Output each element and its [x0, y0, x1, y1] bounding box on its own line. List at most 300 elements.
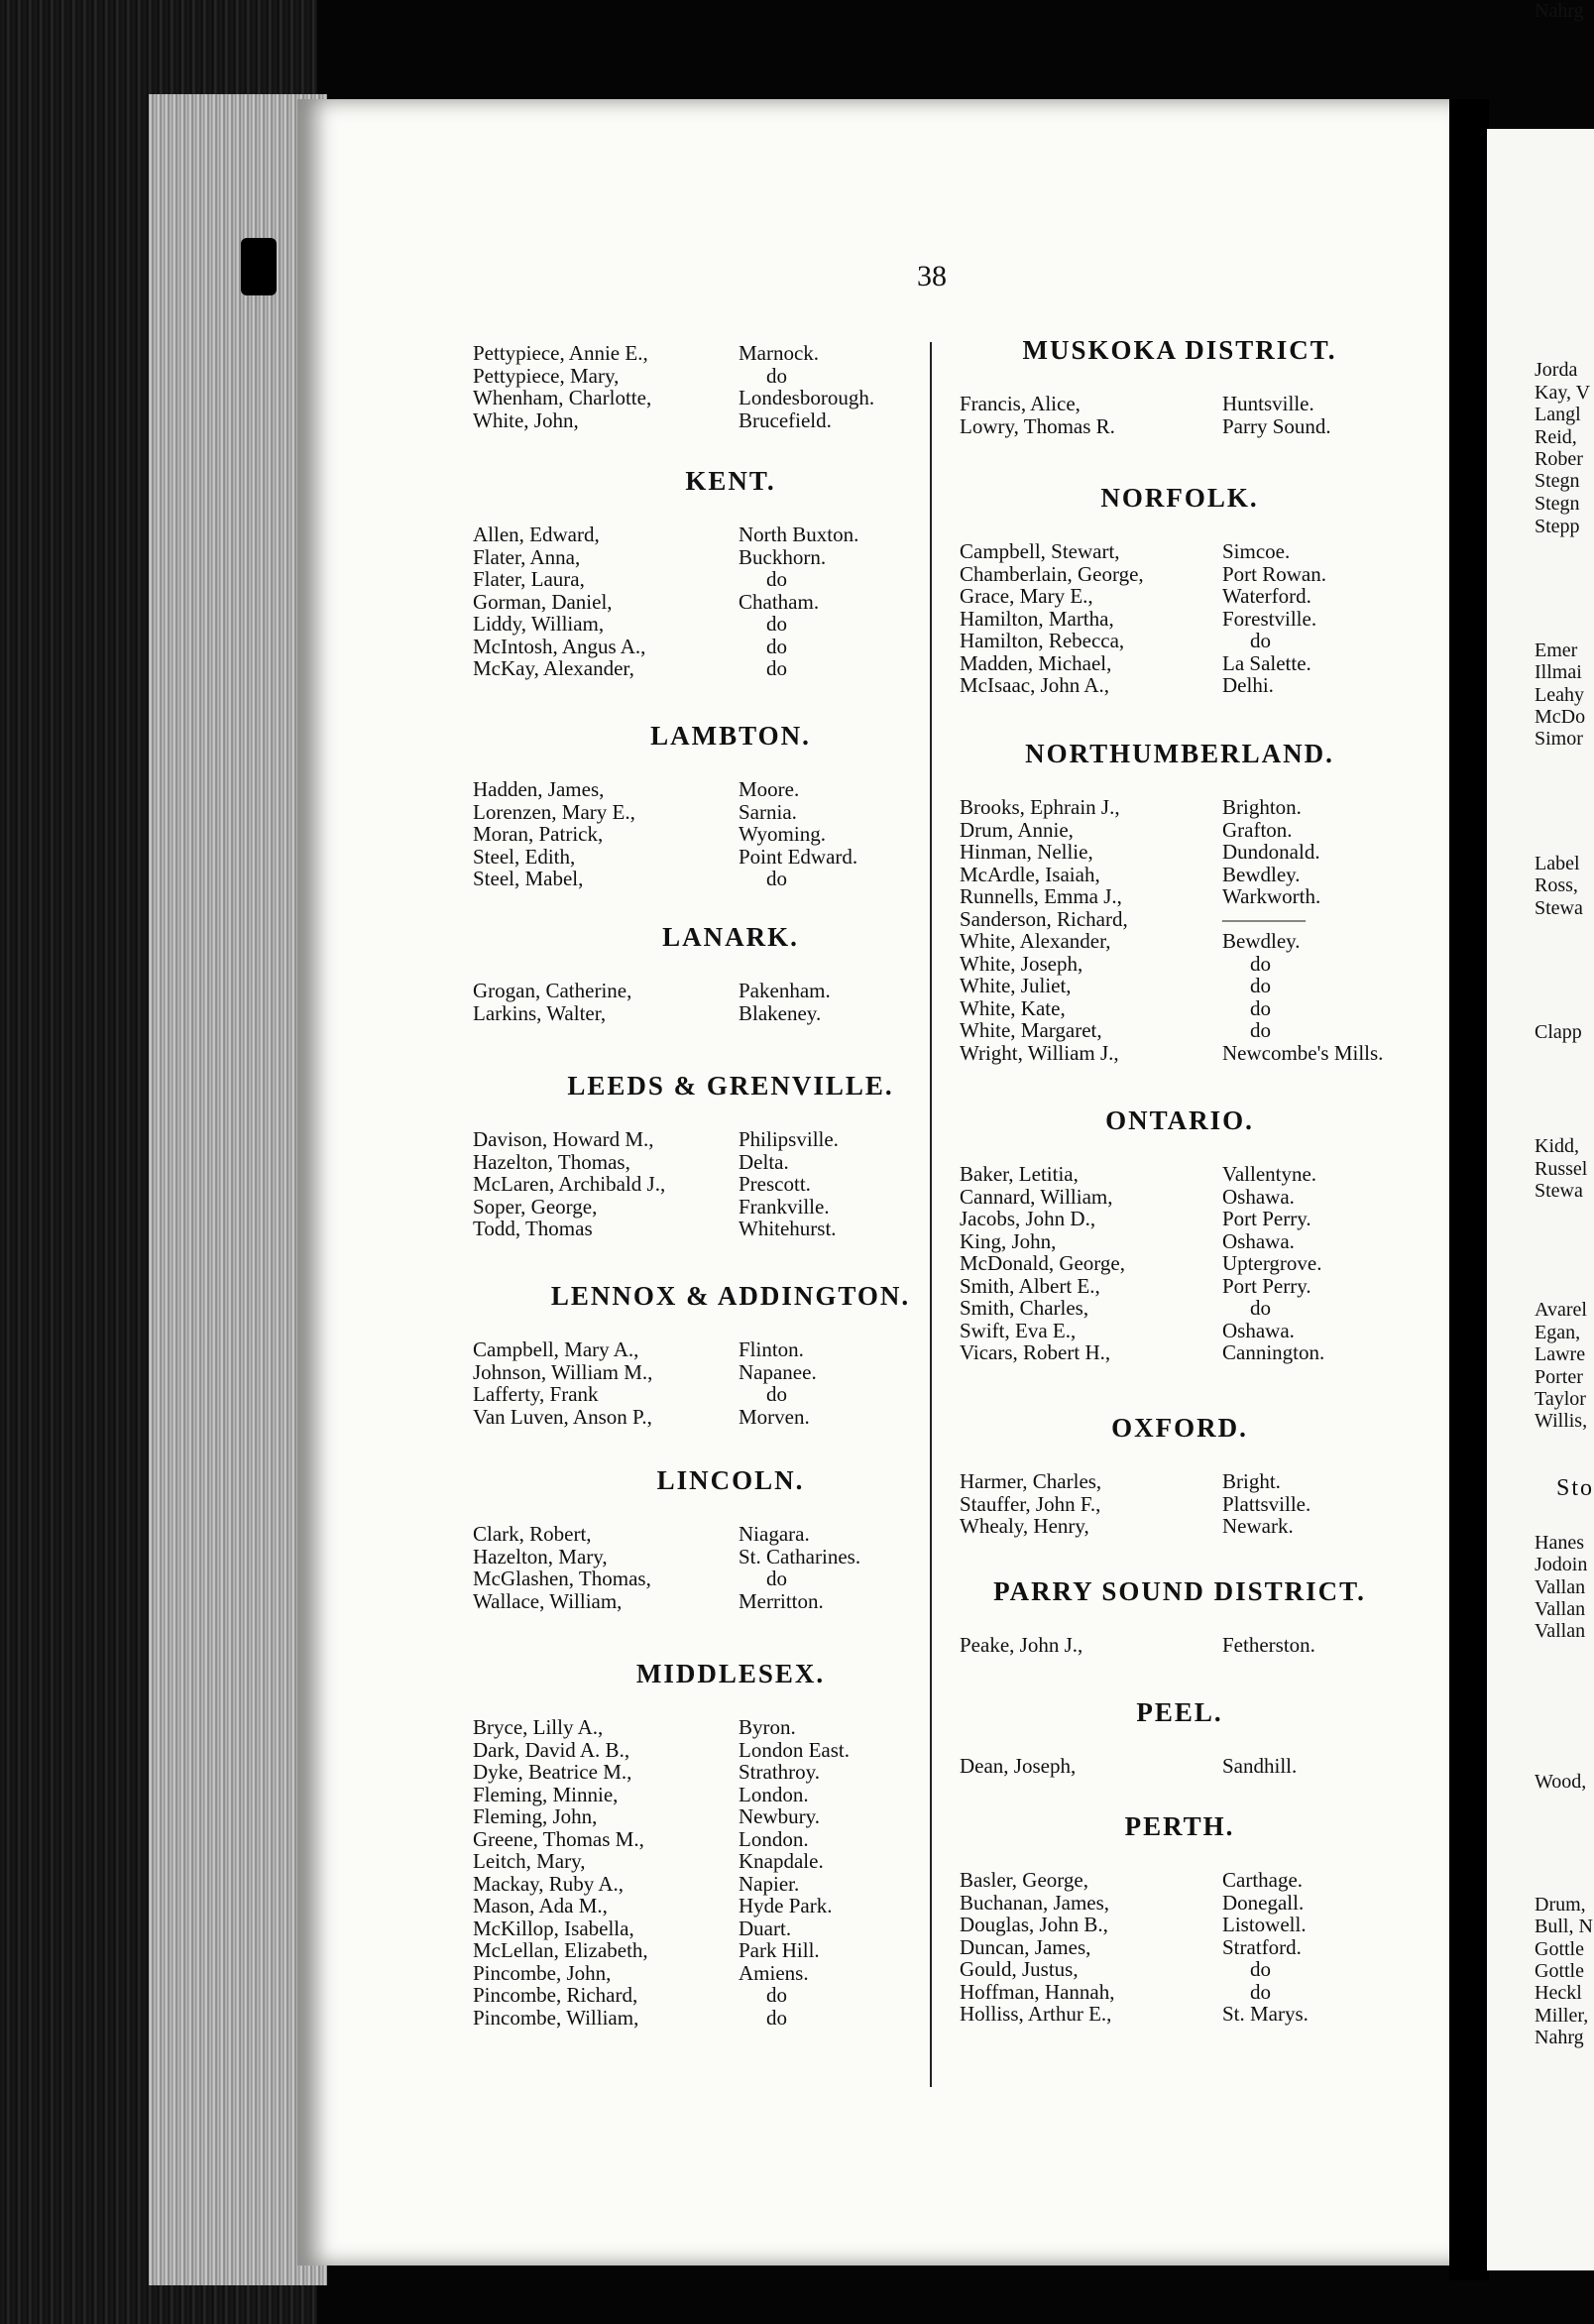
register-row — [473, 1850, 850, 1873]
facing-page-fragment: McDo — [1535, 706, 1586, 728]
place-name: Uptergrove. — [1222, 1251, 1322, 1275]
register-row — [960, 997, 1383, 1020]
register-row — [473, 1196, 839, 1219]
person-name: Soper, George, — [473, 1194, 598, 1219]
register-row — [473, 1739, 850, 1762]
place-name: Cannington. — [1222, 1340, 1325, 1364]
place-name: Bewdley. — [1222, 862, 1301, 886]
person-name: Hinman, Nellie, — [960, 840, 1093, 864]
place-name: do — [766, 612, 787, 636]
place-name: Hyde Park. — [739, 1894, 833, 1917]
register-row — [473, 1383, 817, 1406]
place-name: Grafton. — [1222, 817, 1293, 842]
register-row — [473, 1406, 817, 1429]
facing-page-fragment: Vallan — [1535, 1598, 1586, 1620]
person-name: Mackay, Ruby A., — [473, 1871, 625, 1896]
facing-page-fragment: Clapp — [1535, 1021, 1582, 1043]
place-name: do — [766, 363, 787, 388]
facing-page-fragment: Gottle — [1535, 1938, 1584, 1960]
place-name: Oshawa. — [1222, 1228, 1295, 1253]
register-row — [473, 523, 858, 546]
place-name: do — [766, 867, 787, 890]
column-divider — [930, 342, 932, 2087]
place-name: Oshawa. — [1222, 1184, 1295, 1209]
register-row — [960, 540, 1326, 563]
place-name: do — [766, 634, 787, 658]
register-row — [473, 636, 858, 658]
person-name: Swift, Eva E., — [960, 1318, 1077, 1342]
person-name: Mason, Ada M., — [473, 1894, 608, 1917]
place-name: North Buxton. — [739, 523, 859, 546]
facing-page-fragment: Willis, — [1535, 1410, 1588, 1432]
place-name: La Salette. — [1222, 650, 1311, 675]
place-name: Merritton. — [739, 1588, 824, 1613]
person-name: McIntosh, Angus A., — [473, 634, 646, 658]
person-name: Dean, Joseph, — [960, 1754, 1077, 1778]
register-row — [960, 1320, 1324, 1342]
register-row — [473, 1828, 850, 1851]
register-row — [960, 674, 1326, 697]
place-name: Moore. — [739, 777, 800, 801]
facing-page-fragment: Heckl — [1535, 1982, 1582, 2004]
register-row — [473, 1716, 850, 1739]
place-name: Dundonald. — [1222, 840, 1320, 864]
place-name: ———— — [1222, 906, 1306, 931]
register-row — [473, 387, 874, 409]
county-heading: LINCOLN. — [656, 1465, 805, 1495]
person-name: Cannard, William, — [960, 1184, 1113, 1209]
county-heading: NORTHUMBERLAND. — [1025, 739, 1334, 768]
place-name: Point Edward. — [739, 844, 858, 869]
person-name: Bryce, Lilly A., — [473, 1715, 604, 1739]
person-name: Baker, Letitia, — [960, 1162, 1079, 1186]
person-name: Flater, Anna, — [473, 544, 581, 569]
county-heading: PARRY SOUND DISTRICT. — [993, 1576, 1366, 1606]
facing-page-fragment: Kay, V — [1535, 382, 1591, 404]
register-row — [960, 1252, 1324, 1275]
facing-page-fragment: Drum, — [1535, 1894, 1586, 1916]
person-name: Vicars, Robert H., — [960, 1340, 1111, 1364]
register-row — [960, 1042, 1383, 1065]
register-row — [473, 980, 831, 1002]
register-row — [473, 1917, 850, 1940]
person-name: Wright, William J., — [960, 1040, 1119, 1065]
register-row — [473, 1761, 850, 1784]
register-row — [960, 1958, 1309, 1981]
register-row — [473, 1895, 850, 1917]
person-name: Pettypiece, Mary, — [473, 363, 620, 388]
facing-page-fragment: Avarel — [1535, 1299, 1587, 1321]
person-name: Hoffman, Hannah, — [960, 1979, 1115, 2004]
register-row — [960, 415, 1331, 438]
register-row — [960, 1470, 1310, 1493]
register-row — [960, 1869, 1309, 1892]
register-row — [960, 975, 1383, 997]
person-name: Smith, Albert E., — [960, 1273, 1100, 1298]
person-name: Wallace, William, — [473, 1588, 623, 1613]
register-row — [960, 1634, 1315, 1657]
facing-page-fragment: Miller, — [1535, 2005, 1589, 2027]
place-name: Byron. — [739, 1715, 796, 1739]
person-name: Stauffer, John F., — [960, 1491, 1101, 1516]
person-name: Flater, Laura, — [473, 567, 585, 591]
person-name: Pincombe, Richard, — [473, 1983, 638, 2007]
person-name: McGlashen, Thomas, — [473, 1567, 651, 1590]
person-name: Smith, Charles, — [960, 1296, 1089, 1320]
facing-page-fragment: Stegn — [1535, 470, 1580, 492]
place-name: Prescott. — [739, 1172, 811, 1196]
register-row — [960, 1936, 1309, 1959]
facing-page-fragment: Bull, N — [1535, 1916, 1593, 1937]
county-heading: MIDDLESEX. — [635, 1659, 826, 1688]
place-name: Listowell. — [1222, 1913, 1307, 1936]
person-name: Francis, Alice, — [960, 392, 1081, 415]
register-row — [960, 630, 1326, 652]
place-name: Niagara. — [739, 1522, 810, 1546]
county-heading: LENNOX & ADDINGTON. — [550, 1281, 911, 1311]
facing-page-fragment: Langl — [1535, 404, 1581, 425]
place-name: Sandhill. — [1222, 1754, 1298, 1778]
county-heading: LANARK. — [662, 922, 799, 952]
person-name: White, Margaret, — [960, 1018, 1102, 1042]
register-row — [960, 908, 1383, 931]
person-name: Larkins, Walter, — [473, 1000, 607, 1025]
register-row — [473, 1151, 839, 1174]
place-name: Newark. — [1222, 1514, 1294, 1538]
person-name: McIsaac, John A., — [960, 673, 1110, 697]
register-row — [473, 1002, 831, 1025]
county-heading: LEEDS & GRENVILLE. — [567, 1071, 894, 1101]
place-name: do — [1250, 951, 1271, 976]
place-name: London. — [739, 1782, 809, 1806]
register-row — [960, 796, 1383, 819]
register-row — [473, 1173, 839, 1196]
person-name: Harmer, Charles, — [960, 1469, 1102, 1493]
facing-page-fragment: Kidd, — [1535, 1135, 1579, 1157]
person-name: Sanderson, Richard, — [960, 906, 1128, 931]
place-name: Flinton. — [739, 1337, 804, 1361]
person-name: Lorenzen, Mary E., — [473, 799, 635, 824]
place-name: St. Marys. — [1222, 2002, 1309, 2026]
person-name: Hamilton, Rebecca, — [960, 629, 1125, 652]
person-name: King, John, — [960, 1228, 1057, 1253]
person-name: Johnson, William M., — [473, 1359, 653, 1384]
facing-page-fragment: Simor — [1535, 728, 1583, 750]
person-name: Hadden, James, — [473, 777, 605, 801]
register-row — [960, 1163, 1324, 1186]
person-name: Madden, Michael, — [960, 650, 1112, 675]
facing-page-fragment: Leahy — [1535, 684, 1584, 706]
facing-page-fragment: Nahrg — [1535, 0, 1584, 22]
register-row — [960, 1341, 1324, 1364]
facing-page-fragment: Lawre — [1535, 1343, 1586, 1365]
facing-page-fragment: Jorda — [1535, 359, 1578, 381]
place-name: Warkworth. — [1222, 884, 1321, 908]
person-name: McDonald, George, — [960, 1251, 1125, 1275]
facing-page-fragment: Emer — [1535, 639, 1578, 661]
register-row — [473, 1338, 817, 1361]
facing-page-fragment: Rober — [1535, 448, 1583, 470]
facing-page-fragment: Jodoin — [1535, 1554, 1588, 1575]
register-row — [473, 342, 874, 365]
place-name: Bewdley. — [1222, 929, 1301, 953]
register-row — [960, 608, 1326, 631]
facing-page-fragment: Egan, — [1535, 1322, 1581, 1343]
place-name: Brighton. — [1222, 795, 1302, 819]
page-number: 38 — [917, 260, 947, 292]
place-name: Knapdale. — [739, 1849, 824, 1873]
place-name: Pakenham. — [739, 979, 831, 1002]
person-name: Steel, Mabel, — [473, 867, 584, 890]
register-row — [473, 823, 857, 846]
person-name: White, John, — [473, 407, 579, 432]
register-row — [960, 393, 1331, 415]
register-row — [960, 1515, 1310, 1538]
register-row — [960, 1493, 1310, 1516]
person-name: Moran, Patrick, — [473, 822, 604, 846]
place-name: do — [766, 567, 787, 591]
register-row — [960, 1186, 1324, 1209]
person-name: Hazelton, Mary, — [473, 1544, 608, 1569]
person-name: Campbell, Mary A., — [473, 1337, 639, 1361]
facing-page-fragment: Vallan — [1535, 1620, 1586, 1642]
place-name: do — [766, 1567, 787, 1590]
facing-page-fragment: Stepp — [1535, 516, 1580, 537]
person-name: Pettypiece, Annie E., — [473, 341, 648, 365]
place-name: Port Rowan. — [1222, 561, 1326, 586]
place-name: Blakeney. — [739, 1000, 822, 1025]
place-name: Marnock. — [739, 341, 820, 365]
person-name: White, Alexander, — [960, 929, 1111, 953]
register-row — [960, 1297, 1324, 1320]
place-name: Chatham. — [739, 589, 820, 614]
person-name: Duncan, James, — [960, 1934, 1091, 1959]
person-name: Greene, Thomas M., — [473, 1826, 644, 1851]
person-name: Runnells, Emma J., — [960, 884, 1122, 908]
person-name: Hamilton, Martha, — [960, 606, 1114, 631]
place-name: Donegall. — [1222, 1890, 1305, 1915]
person-name: Holliss, Arthur E., — [960, 2002, 1112, 2026]
register-row — [473, 1218, 839, 1240]
place-name: Port Perry. — [1222, 1273, 1311, 1298]
place-name: do — [766, 1983, 787, 2007]
register-row — [960, 930, 1383, 953]
county-heading: LAMBTON. — [650, 721, 811, 751]
facing-page-fragment: Stegn — [1535, 493, 1580, 515]
page-gutter — [1449, 99, 1489, 2280]
place-name: Sarnia. — [739, 799, 797, 824]
person-name: Leitch, Mary, — [473, 1849, 586, 1873]
place-name: Duart. — [739, 1916, 792, 1940]
place-name: Park Hill. — [739, 1938, 820, 1962]
register-row — [960, 841, 1383, 864]
register-row — [960, 585, 1326, 608]
register-row — [473, 1962, 850, 1985]
facing-page-fragment: Ross, — [1535, 874, 1578, 896]
register-row — [960, 864, 1383, 886]
person-name: Lafferty, Frank — [473, 1382, 599, 1406]
place-name: Whitehurst. — [739, 1217, 837, 1240]
place-name: Brucefield. — [739, 407, 832, 432]
county-heading: PERTH. — [1124, 1811, 1235, 1841]
register-row — [960, 953, 1383, 976]
register-row — [473, 1939, 850, 1962]
place-name: London. — [739, 1826, 809, 1851]
person-name: Brooks, Ephrain J., — [960, 795, 1120, 819]
person-name: Allen, Edward, — [473, 523, 600, 546]
place-name: London East. — [739, 1737, 850, 1762]
person-name: Grace, Mary E., — [960, 584, 1093, 608]
person-name: Drum, Annie, — [960, 817, 1074, 842]
county-heading: OXFORD. — [1111, 1413, 1248, 1443]
person-name: McLellan, Elizabeth, — [473, 1938, 648, 1962]
person-name: Dark, David A. B., — [473, 1737, 630, 1762]
place-name: Waterford. — [1222, 584, 1311, 608]
county-heading: PEEL. — [1136, 1697, 1223, 1727]
place-name: Newbury. — [739, 1804, 821, 1828]
county-heading: KENT. — [685, 466, 776, 496]
person-name: Buchanan, James, — [960, 1890, 1110, 1915]
place-name: do — [1250, 995, 1271, 1020]
place-name: do — [1250, 1957, 1271, 1981]
person-name: Van Luven, Anson P., — [473, 1404, 652, 1429]
facing-page-fragment: Sto — [1556, 1475, 1594, 1501]
person-name: McLaren, Archibald J., — [473, 1172, 666, 1196]
place-name: Bright. — [1222, 1469, 1281, 1493]
place-name: Huntsville. — [1222, 392, 1314, 415]
person-name: Whenham, Charlotte, — [473, 386, 652, 409]
person-name: Jacobs, John D., — [960, 1207, 1096, 1230]
person-name: Fleming, John, — [473, 1804, 598, 1828]
register-row — [960, 1275, 1324, 1298]
person-name: Clark, Robert, — [473, 1522, 592, 1546]
place-name: Wyoming. — [739, 822, 826, 846]
register-row — [960, 1230, 1324, 1253]
facing-page-fragment: Hanes — [1535, 1532, 1584, 1554]
place-name: Oshawa. — [1222, 1318, 1295, 1342]
person-name: Peake, John J., — [960, 1633, 1083, 1657]
person-name: Gould, Justus, — [960, 1957, 1079, 1981]
person-name: Lowry, Thomas R. — [960, 413, 1115, 438]
register-row — [960, 885, 1383, 908]
register-row — [960, 1019, 1383, 1042]
person-name: Davison, Howard M., — [473, 1127, 654, 1151]
place-name: Londesborough. — [739, 386, 875, 409]
person-name: White, Juliet, — [960, 974, 1072, 997]
register-row — [960, 2003, 1309, 2026]
place-name: do — [1250, 974, 1271, 997]
ink-blot — [241, 238, 277, 295]
facing-page-fragment: Nahrg — [1535, 2027, 1584, 2048]
place-name: Delta. — [739, 1149, 789, 1174]
register-row — [960, 1914, 1309, 1936]
person-name: Chamberlain, George, — [960, 561, 1144, 586]
register-row — [473, 1523, 860, 1546]
place-name: Delhi. — [1222, 673, 1274, 697]
register-row — [473, 1805, 850, 1828]
place-name: do — [766, 2005, 787, 2030]
place-name: Morven. — [739, 1404, 810, 1429]
register-row — [473, 868, 857, 890]
register-row — [473, 568, 858, 591]
person-name: Douglas, John B., — [960, 1913, 1108, 1936]
place-name: do — [1250, 1296, 1271, 1320]
person-name: Basler, George, — [960, 1868, 1088, 1892]
place-name: Strathroy. — [739, 1760, 821, 1784]
register-row — [473, 1873, 850, 1896]
place-name: Buckhorn. — [739, 544, 827, 569]
register-row — [473, 1568, 860, 1590]
county-heading: NORFOLK. — [1100, 483, 1259, 513]
facing-page-fragment: Label — [1535, 853, 1580, 874]
facing-page-fragment: Taylor — [1535, 1388, 1586, 1410]
place-name: Port Perry. — [1222, 1207, 1311, 1230]
person-name: Liddy, William, — [473, 612, 605, 636]
register-row — [960, 1755, 1297, 1778]
register-row — [473, 657, 858, 680]
person-name: McKillop, Isabella, — [473, 1916, 634, 1940]
register-row — [960, 1208, 1324, 1230]
place-name: do — [1250, 1979, 1271, 2004]
register-row — [473, 2007, 850, 2030]
place-name: Vallentyne. — [1222, 1162, 1317, 1186]
register-row — [473, 1590, 860, 1613]
person-name: Grogan, Catherine, — [473, 979, 632, 1002]
place-name: Philipsville. — [739, 1127, 839, 1151]
person-name: Pincombe, William, — [473, 2005, 639, 2030]
county-heading: MUSKOKA DISTRICT. — [1022, 335, 1337, 365]
register-row — [473, 613, 858, 636]
place-name: Carthage. — [1222, 1868, 1304, 1892]
place-name: Stratford. — [1222, 1934, 1302, 1959]
person-name: Pincombe, John, — [473, 1960, 612, 1985]
place-name: Fetherston. — [1222, 1633, 1315, 1657]
person-name: Dyke, Beatrice M., — [473, 1760, 632, 1784]
register-row — [473, 591, 858, 614]
person-name: McKay, Alexander, — [473, 656, 634, 680]
person-name: Fleming, Minnie, — [473, 1782, 619, 1806]
person-name: Todd, Thomas — [473, 1217, 593, 1240]
person-name: Campbell, Stewart, — [960, 539, 1120, 563]
county-heading: ONTARIO. — [1105, 1105, 1254, 1135]
register-row — [473, 546, 858, 569]
place-name: Napanee. — [739, 1359, 817, 1384]
place-name: Amiens. — [739, 1960, 809, 1985]
register-row — [473, 1361, 817, 1384]
facing-page-fragment: Stewa — [1535, 1180, 1583, 1202]
place-name: Napier. — [739, 1871, 800, 1896]
register-row — [960, 1892, 1309, 1915]
facing-page-fragment: Illmai — [1535, 661, 1582, 683]
register-row — [960, 819, 1383, 842]
register-row — [473, 801, 857, 824]
facing-page-fragment: Vallan — [1535, 1576, 1586, 1598]
facing-page-fragment: Stewa — [1535, 897, 1583, 919]
person-name: White, Kate, — [960, 995, 1066, 1020]
person-name: Steel, Edith, — [473, 844, 576, 869]
person-name: Whealy, Henry, — [960, 1514, 1089, 1538]
place-name: do — [1250, 1018, 1271, 1042]
place-name: Parry Sound. — [1222, 413, 1331, 438]
register-row — [473, 1984, 850, 2007]
place-name: do — [766, 1382, 787, 1406]
facing-page-fragment: Russel — [1535, 1158, 1588, 1180]
facing-page-fragment: Gottle — [1535, 1960, 1584, 1982]
register-row — [960, 652, 1326, 675]
person-name: Gorman, Daniel, — [473, 589, 613, 614]
person-name: White, Joseph, — [960, 951, 1083, 976]
place-name: Forestville. — [1222, 606, 1317, 631]
